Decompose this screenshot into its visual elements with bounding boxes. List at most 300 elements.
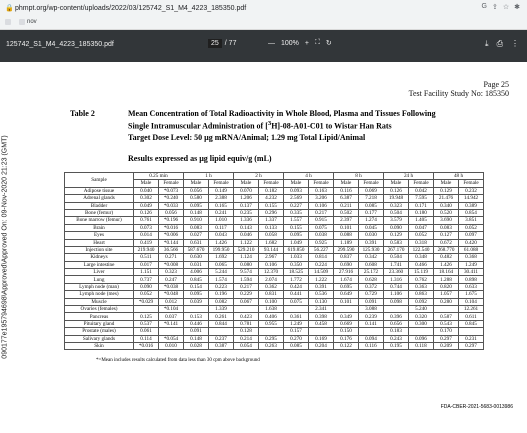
- value-cell: 0.177: [359, 209, 384, 216]
- value-cell: 12.261: [459, 306, 484, 313]
- value-cell: *0.029: [134, 298, 159, 305]
- value-cell: 1.574: [209, 276, 234, 283]
- table-row: [65, 239, 484, 246]
- bookmark-item[interactable]: nov: [19, 19, 37, 25]
- value-cell: 0.088: [334, 232, 359, 239]
- value-cell: 2.397: [334, 217, 359, 224]
- table-row: [65, 291, 484, 298]
- value-cell: 14.942: [459, 195, 484, 202]
- value-cell: 0.831: [259, 291, 284, 298]
- value-cell: 1.692: [209, 254, 234, 261]
- value-cell: 0.690: [334, 261, 359, 268]
- value-cell: 1.426: [209, 239, 234, 246]
- value-cell: 0.423: [234, 313, 259, 320]
- value-cell: 0.073: [134, 224, 159, 231]
- value-cell: 0.340: [434, 202, 459, 209]
- value-cell: 0.080: [234, 261, 259, 268]
- value-cell: 0.097: [459, 232, 484, 239]
- value-cell: 0.157: [284, 328, 309, 335]
- value-cell: 0.362: [259, 283, 284, 290]
- value-cell: 0.368: [459, 254, 484, 261]
- value-cell: 0.446: [184, 320, 209, 327]
- value-cell: 0.058: [259, 232, 284, 239]
- value-cell: 0.363: [409, 283, 434, 290]
- value-cell: 1.337: [259, 217, 284, 224]
- value-cell: 0.196: [209, 291, 234, 298]
- value-cell: 6.387: [334, 195, 359, 202]
- value-cell: 0.630: [184, 254, 209, 261]
- value-cell: 0.141: [359, 320, 384, 327]
- sex-header: Female: [309, 180, 334, 187]
- value-cell: 61.088: [459, 246, 484, 253]
- time-header: 24 h: [384, 173, 434, 180]
- more-options-icon[interactable]: ⋮: [511, 39, 519, 48]
- value-cell: 0.350: [284, 261, 309, 268]
- value-cell: [209, 328, 234, 335]
- value-cell: 0.043: [209, 232, 234, 239]
- value-cell: 0.014: [134, 232, 159, 239]
- value-cell: 1.682: [259, 239, 284, 246]
- value-cell: [184, 306, 209, 313]
- sex-header: Male: [434, 180, 459, 187]
- value-cell: 0.153: [184, 313, 209, 320]
- browser-actions: [482, 3, 520, 11]
- value-cell: 0.095: [284, 232, 309, 239]
- bookmarks-bar: [5, 16, 37, 27]
- time-header: 1 h: [184, 173, 234, 180]
- value-cell: 0.056: [184, 187, 209, 194]
- value-cell: 3.851: [459, 217, 484, 224]
- address-bar[interactable]: [5, 3, 522, 14]
- value-cell: 0.098: [384, 298, 409, 305]
- value-cell: 1.189: [334, 239, 359, 246]
- value-cell: 0.520: [434, 209, 459, 216]
- table-row: [65, 283, 484, 290]
- value-cell: 125.930: [359, 246, 384, 253]
- table-row: [65, 269, 484, 276]
- value-cell: 0.737: [134, 276, 159, 283]
- table-row: [65, 246, 484, 253]
- value-cell: 0.114: [134, 335, 159, 342]
- value-cell: 3.206: [309, 195, 334, 202]
- sample-name-cell: Large intestine: [65, 261, 134, 268]
- value-cell: 0.083: [434, 224, 459, 231]
- value-cell: 1.339: [209, 306, 234, 313]
- rotate-icon[interactable]: ↻: [325, 40, 332, 47]
- value-cell: 0.424: [284, 283, 309, 290]
- value-cell: 0.342: [359, 254, 384, 261]
- page-total: / 77: [224, 40, 237, 47]
- value-cell: 9.574: [234, 269, 259, 276]
- table-row: [65, 313, 484, 320]
- table-row: [65, 254, 484, 261]
- value-cell: 267.170: [384, 246, 409, 253]
- table-row: [65, 224, 484, 231]
- value-cell: 1.336: [234, 217, 259, 224]
- value-cell: 1.557: [284, 217, 309, 224]
- value-cell: 0.537: [134, 320, 159, 327]
- value-cell: 0.241: [209, 209, 234, 216]
- sample-name-cell: Lung: [65, 276, 134, 283]
- table-row: [65, 342, 484, 349]
- sample-name-cell: Bone (femur): [65, 209, 134, 216]
- value-cell: 0.183: [384, 328, 409, 335]
- value-cell: 3.690: [434, 217, 459, 224]
- bookmark-favicon-icon: [19, 19, 25, 25]
- value-cell: 0.504: [384, 209, 409, 216]
- value-cell: 0.209: [434, 342, 459, 349]
- value-cell: 0.511: [134, 254, 159, 261]
- value-cell: 0.117: [209, 224, 234, 231]
- sample-name-cell: Adrenal glands: [65, 195, 134, 202]
- value-cell: 0.106: [259, 261, 284, 268]
- table-body: [65, 187, 484, 350]
- value-cell: 0.150: [334, 328, 359, 335]
- value-cell: 0.067: [234, 298, 259, 305]
- value-cell: *0.006: [159, 232, 184, 239]
- value-cell: 0.149: [209, 187, 234, 194]
- value-cell: *0.038: [159, 283, 184, 290]
- sample-name-cell: Salivary glands: [65, 335, 134, 342]
- zoom-in-button[interactable]: +: [304, 39, 309, 47]
- value-cell: 0.065: [209, 261, 234, 268]
- table-footnote: *=Mean includes results calculated from data less than 30 cpm above background: [96, 358, 260, 363]
- value-cell: 93.144: [259, 246, 284, 253]
- value-cell: 0.536: [309, 291, 334, 298]
- zoom-level: 100%: [281, 39, 299, 47]
- value-cell: 1.249: [459, 261, 484, 268]
- google-icon[interactable]: G: [481, 3, 487, 10]
- value-cell: 0.038: [309, 232, 334, 239]
- value-cell: [459, 328, 484, 335]
- value-cell: 0.955: [259, 320, 284, 327]
- value-cell: 1.010: [209, 217, 234, 224]
- sex-header: Male: [134, 180, 159, 187]
- value-cell: [409, 328, 434, 335]
- value-cell: [334, 306, 359, 313]
- value-cell: 0.130: [309, 298, 334, 305]
- value-cell: 0.669: [334, 320, 359, 327]
- dose-level: Target Dose Level: 50 µg mRNA/Animal; 1.29 mg Total Lipid/Animal: [128, 133, 366, 142]
- value-cell: 0.116: [359, 342, 384, 349]
- value-cell: 0.729: [359, 291, 384, 298]
- value-cell: 619.850: [284, 246, 309, 253]
- value-cell: 0.239: [359, 313, 384, 320]
- value-cell: 1.674: [334, 276, 359, 283]
- value-cell: 0.052: [134, 291, 159, 298]
- table-row: [65, 306, 484, 313]
- value-cell: 0.297: [459, 342, 484, 349]
- sex-header: Female: [259, 180, 284, 187]
- value-cell: 2.967: [259, 254, 284, 261]
- value-cell: [359, 328, 384, 335]
- pdf-filename: 125742_S1_M4_4223_185350.pdf: [6, 41, 114, 48]
- value-cell: 0.762: [409, 276, 434, 283]
- value-cell: 0.143: [234, 224, 259, 231]
- value-cell: 0.180: [409, 209, 434, 216]
- value-cell: 0.085: [284, 342, 309, 349]
- value-cell: 1.316: [384, 276, 409, 283]
- value-cell: 0.046: [234, 232, 259, 239]
- page-number-label: Page 25: [483, 80, 509, 89]
- value-cell: 0.090: [384, 224, 409, 231]
- value-cell: 1.122: [234, 239, 259, 246]
- value-cell: 0.085: [359, 202, 384, 209]
- time-header: 2 h: [234, 173, 284, 180]
- value-cell: 0.300: [409, 320, 434, 327]
- value-cell: 0.106: [309, 202, 334, 209]
- value-cell: 0.247: [159, 276, 184, 283]
- value-cell: 14.509: [309, 269, 334, 276]
- value-cell: 0.466: [409, 261, 434, 268]
- value-cell: 0.396: [384, 313, 409, 320]
- value-cell: 1.288: [434, 276, 459, 283]
- value-cell: 0.075: [284, 298, 309, 305]
- value-cell: 0.744: [384, 283, 409, 290]
- value-cell: 0.814: [309, 254, 334, 261]
- table-number: Table 2: [70, 109, 95, 118]
- value-cell: 4.006: [184, 269, 209, 276]
- value-cell: 0.090: [134, 283, 159, 290]
- value-cell: 0.628: [359, 276, 384, 283]
- value-cell: 0.154: [184, 283, 209, 290]
- value-cell: 0.118: [409, 342, 434, 349]
- value-cell: 0.232: [459, 187, 484, 194]
- value-cell: 0.227: [284, 202, 309, 209]
- value-cell: 0.012: [159, 298, 184, 305]
- value-cell: 0.010: [159, 342, 184, 349]
- star-icon[interactable]: ☆: [502, 4, 510, 11]
- print-icon[interactable]: ⎙: [496, 39, 503, 48]
- value-cell: 0.915: [309, 217, 334, 224]
- value-cell: 0.095: [184, 202, 209, 209]
- time-header: 0.25 min: [134, 173, 184, 180]
- value-cell: 1.206: [234, 195, 259, 202]
- value-cell: 0.094: [359, 335, 384, 342]
- units-note: Results expressed as µg lipid equiv/g (mL): [128, 154, 272, 163]
- value-cell: 0.844: [209, 320, 234, 327]
- zoom-out-button[interactable]: —: [268, 39, 275, 47]
- value-cell: [434, 306, 459, 313]
- value-cell: 0.092: [409, 298, 434, 305]
- lock-icon[interactable]: 🔒: [5, 5, 14, 12]
- value-cell: 15.119: [409, 269, 434, 276]
- value-cell: 0.155: [259, 202, 284, 209]
- value-cell: [134, 306, 159, 313]
- value-cell: 0.137: [234, 202, 259, 209]
- zoom-controls: [268, 39, 332, 47]
- sample-name-cell: Kidneys: [65, 254, 134, 261]
- value-cell: 0.335: [284, 209, 309, 216]
- value-cell: 0.458: [309, 320, 334, 327]
- value-cell: 18.525: [284, 269, 309, 276]
- value-cell: 0.069: [359, 187, 384, 194]
- sex-header: Female: [359, 180, 384, 187]
- fit-to-page-icon[interactable]: ⛶: [315, 39, 320, 46]
- value-cell: 0.204: [309, 342, 334, 349]
- value-cell: 0.148: [184, 209, 209, 216]
- value-cell: 0.061: [134, 328, 159, 335]
- sample-name-cell: Heart: [65, 239, 134, 246]
- value-cell: *0.141: [159, 320, 184, 327]
- value-cell: 0.280: [434, 298, 459, 305]
- value-cell: 0.854: [459, 209, 484, 216]
- value-cell: 0.224: [309, 261, 334, 268]
- value-cell: 0.323: [384, 202, 409, 209]
- value-cell: 0.583: [384, 239, 409, 246]
- table-row: [65, 209, 484, 216]
- value-cell: 0.129: [384, 232, 409, 239]
- table-row: [65, 298, 484, 305]
- sample-name-cell: Ovaries (females): [65, 306, 134, 313]
- sample-name-cell: Pituitary gland: [65, 320, 134, 327]
- value-cell: 2.341: [309, 306, 334, 313]
- sample-name-cell: Adipose tissue: [65, 187, 134, 194]
- table-row: [65, 320, 484, 327]
- table-row: [65, 335, 484, 342]
- value-cell: 1.106: [384, 291, 409, 298]
- table-row: [65, 328, 484, 335]
- value-cell: 0.302: [134, 195, 159, 202]
- bookmark-item[interactable]: [5, 19, 13, 25]
- table-row: [65, 276, 484, 283]
- value-cell: [284, 306, 309, 313]
- value-cell: 0.398: [309, 313, 334, 320]
- table-row: [65, 195, 484, 202]
- value-cell: 0.122: [334, 342, 359, 349]
- sample-name-cell: Muscle: [65, 298, 134, 305]
- value-cell: 0.217: [234, 283, 259, 290]
- value-cell: 0.656: [384, 320, 409, 327]
- bookmark-favicon-icon: [5, 19, 11, 25]
- value-cell: 0.104: [459, 298, 484, 305]
- value-cell: 0.672: [434, 239, 459, 246]
- value-cell: 23.360: [384, 269, 409, 276]
- sex-header: Male: [184, 180, 209, 187]
- sample-name-cell: Lymph node (man): [65, 283, 134, 290]
- value-cell: 5.240: [409, 306, 434, 313]
- sample-name-cell: Bladder: [65, 202, 134, 209]
- value-cell: *0.008: [159, 261, 184, 268]
- value-cell: 0.101: [334, 224, 359, 231]
- url-text[interactable]: phmpt.org/wp-content/uploads/2022/03/125742_S1_M4_4223_185350.pdf: [15, 5, 247, 12]
- value-cell: *0.104: [159, 306, 184, 313]
- value-cell: 5.244: [209, 269, 234, 276]
- value-cell: 0.129: [434, 187, 459, 194]
- approval-stamp: 090177e195794698\Approved\Approved On: 09-Nov-2020 21:23 (GMT): [1, 135, 9, 359]
- value-cell: 1.249: [284, 320, 309, 327]
- value-cell: 0.820: [434, 283, 459, 290]
- value-cell: 0.155: [284, 224, 309, 231]
- value-cell: 0.127: [434, 232, 459, 239]
- value-cell: 30.411: [459, 269, 484, 276]
- value-cell: 0.042: [409, 187, 434, 194]
- value-cell: 0.925: [309, 239, 334, 246]
- value-cell: 0.049: [134, 202, 159, 209]
- value-cell: 3.088: [359, 306, 384, 313]
- value-cell: 0.075: [309, 224, 334, 231]
- value-cell: 122.540: [409, 246, 434, 253]
- value-cell: [384, 306, 409, 313]
- value-cell: 0.845: [184, 276, 209, 283]
- sex-header: Male: [234, 180, 259, 187]
- value-cell: 1.151: [134, 269, 159, 276]
- value-cell: 0.271: [159, 254, 184, 261]
- value-cell: 0.054: [234, 342, 259, 349]
- value-cell: 1.049: [284, 239, 309, 246]
- time-header: 4 h: [284, 173, 334, 180]
- value-cell: 0.091: [359, 298, 384, 305]
- value-cell: 0.093: [284, 187, 309, 194]
- value-cell: 1.274: [359, 217, 384, 224]
- sample-name-cell: Pancreas: [65, 313, 134, 320]
- value-cell: 0.611: [459, 313, 484, 320]
- value-cell: 0.095: [184, 291, 209, 298]
- sample-name-cell: Injection site: [65, 246, 134, 253]
- value-cell: *0.073: [159, 187, 184, 194]
- table-row: [65, 202, 484, 209]
- value-cell: 0.389: [459, 202, 484, 209]
- value-cell: 4.232: [259, 195, 284, 202]
- value-cell: 0.543: [434, 320, 459, 327]
- value-cell: 1.594: [234, 276, 259, 283]
- value-cell: *0.240: [159, 195, 184, 202]
- share-icon[interactable]: ⇪: [491, 4, 498, 11]
- value-cell: 18.164: [434, 269, 459, 276]
- value-cell: 0.165: [209, 202, 234, 209]
- page-number-input[interactable]: 25: [208, 39, 222, 48]
- table-title: Mean Concentration of Total Radioactivity in Whole Blood, Plasma and Tissues Following Single Intramuscular Administration of [$^3$H]-08-A01-C01 to Wistar Han Rats: [128, 109, 436, 131]
- value-cell: 0.297: [434, 335, 459, 342]
- value-cell: 0.235: [234, 209, 259, 216]
- value-cell: 268.770: [434, 246, 459, 253]
- value-cell: 0.037: [159, 313, 184, 320]
- sample-name-cell: Lymph node (mes): [65, 291, 134, 298]
- value-cell: 0.017: [134, 261, 159, 268]
- value-cell: 0.270: [284, 335, 309, 342]
- download-icon[interactable]: ⤓: [485, 39, 489, 48]
- value-cell: 529.210: [234, 246, 259, 253]
- table-row: [65, 217, 484, 224]
- value-cell: 0.349: [334, 313, 359, 320]
- sex-header: Male: [284, 180, 309, 187]
- extension-icon[interactable]: ✱: [514, 4, 520, 11]
- value-cell: 0.128: [234, 328, 259, 335]
- sample-header: Sample: [65, 173, 134, 188]
- value-cell: 1.033: [284, 254, 309, 261]
- value-cell: 1.772: [284, 276, 309, 283]
- page-navigator: [208, 39, 236, 48]
- value-cell: 0.126: [384, 187, 409, 194]
- table-row: [65, 261, 484, 268]
- value-cell: 2.074: [259, 276, 284, 283]
- value-cell: 219.940: [134, 246, 159, 253]
- table-row: [65, 232, 484, 239]
- value-cell: 0.237: [209, 335, 234, 342]
- sample-name-cell: Skin: [65, 342, 134, 349]
- sex-header: Male: [384, 180, 409, 187]
- value-cell: 0.170: [434, 328, 459, 335]
- value-cell: 0.169: [309, 335, 334, 342]
- value-cell: 0.195: [384, 342, 409, 349]
- value-cell: 0.091: [184, 328, 209, 335]
- pdf-toolbar: [0, 30, 527, 62]
- value-cell: 0.323: [159, 269, 184, 276]
- value-cell: 0.171: [409, 202, 434, 209]
- value-cell: 0.482: [434, 254, 459, 261]
- value-cell: 0.695: [334, 283, 359, 290]
- value-cell: 0.133: [259, 224, 284, 231]
